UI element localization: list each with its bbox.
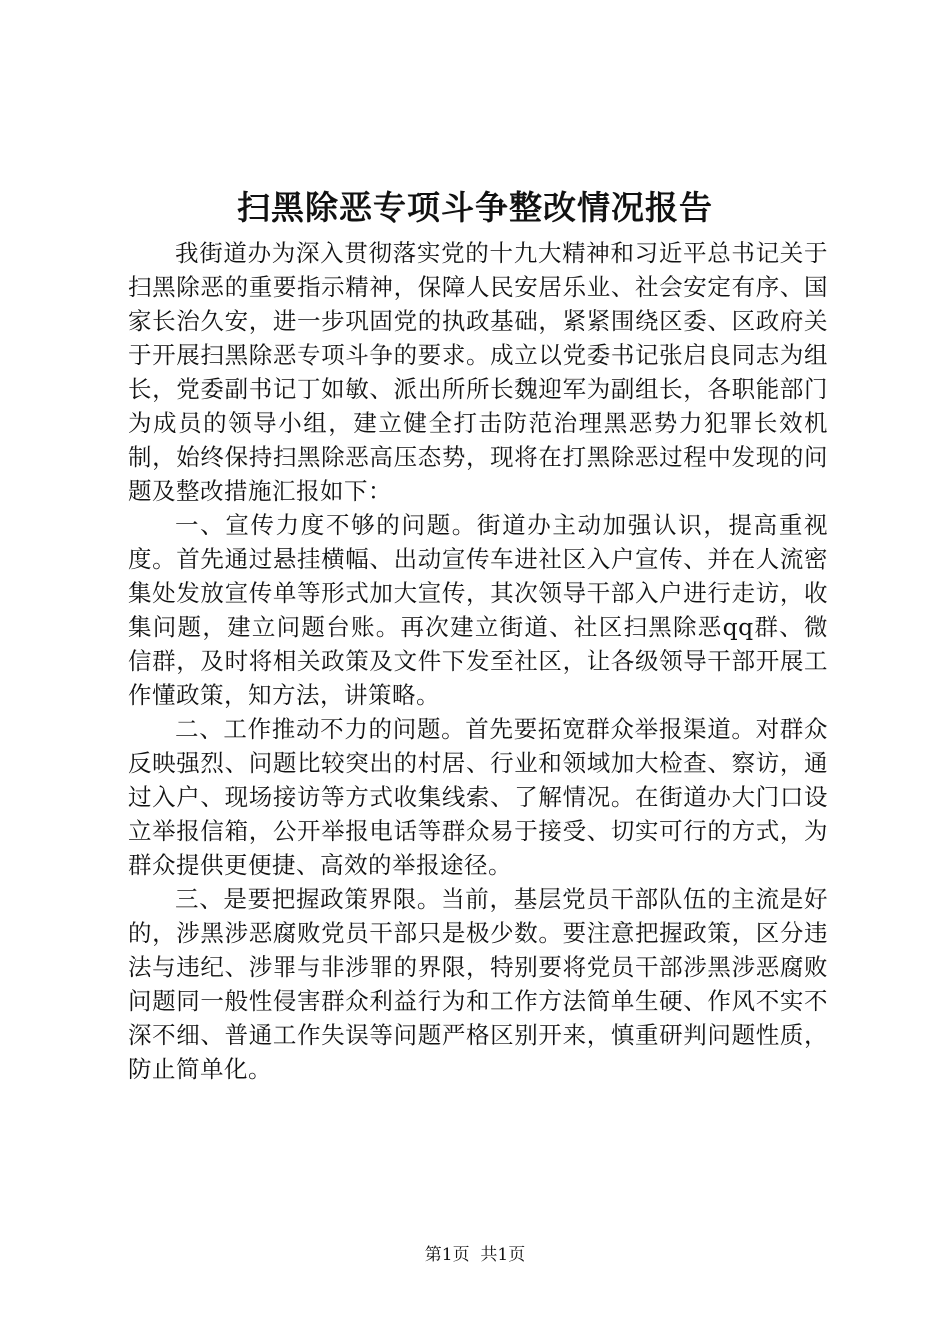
section-two-paragraph: 二、工作推动不力的问题。首先要拓宽群众举报渠道。对群众反映强烈、问题比较突出的村居、行业和领域加大检查、察访，通过入户、现场接访等方式收集线索、了解情况。在街道办大门口设立举报信箱，公开举报电话等群众易于接受、切实可行的方式，为群众提供更便捷、高效的举报途径。: [128, 715, 828, 879]
section-one-paragraph: 一、宣传力度不够的问题。街道办主动加强认识，提高重视度。首先通过悬挂横幅、出动宣传车进社区入户宣传、并在人流密集处发放宣传单等形式加大宣传，其次领导干部入户进行走访，收集问题，建立问题台账。再次建立街道、社区扫黑除恶qq群、微信群，及时将相关政策及文件下发至社区，让各级领导干部开展工作懂政策，知方法，讲策略。: [128, 511, 828, 709]
section-three-paragraph: 三、是要把握政策界限。当前，基层党员干部队伍的主流是好的，涉黑涉恶腐败党员干部只是极少数。要注意把握政策，区分违法与违纪、涉罪与非涉罪的界限，特别要将党员干部涉黑涉恶腐败问题同一般性侵害群众利益行为和工作方法简单生硬、作风不实不深不细、普通工作失误等问题严格区别开来，慎重研判问题性质，防止简单化。: [128, 885, 828, 1083]
document-body: [128, 236, 828, 1086]
footer-separator: [470, 1245, 481, 1265]
page-footer: [0, 1243, 950, 1267]
document-title: 扫黑除恶专项斗争整改情况报告: [237, 188, 713, 227]
page-total: 共1页: [480, 1245, 526, 1265]
page-number: 第1页: [424, 1245, 470, 1265]
intro-paragraph: 我街道办为深入贯彻落实党的十九大精神和习近平总书记关于扫黑除恶的重要指示精神，保障人民安居乐业、社会安定有序、国家长治久安，进一步巩固党的执政基础，紧紧围绕区委、区政府关于开展扫黑除恶专项斗争的要求。成立以党委书记张启良同志为组长，党委副书记丁如敏、派出所所长魏迎军为副组长，各职能部门为成员的领导小组，建立健全打击防范治理黑恶势力犯罪长效机制，始终保持扫黑除恶高压态势，现将在打黑除恶过程中发现的问题及整改措施汇报如下：: [128, 239, 828, 505]
